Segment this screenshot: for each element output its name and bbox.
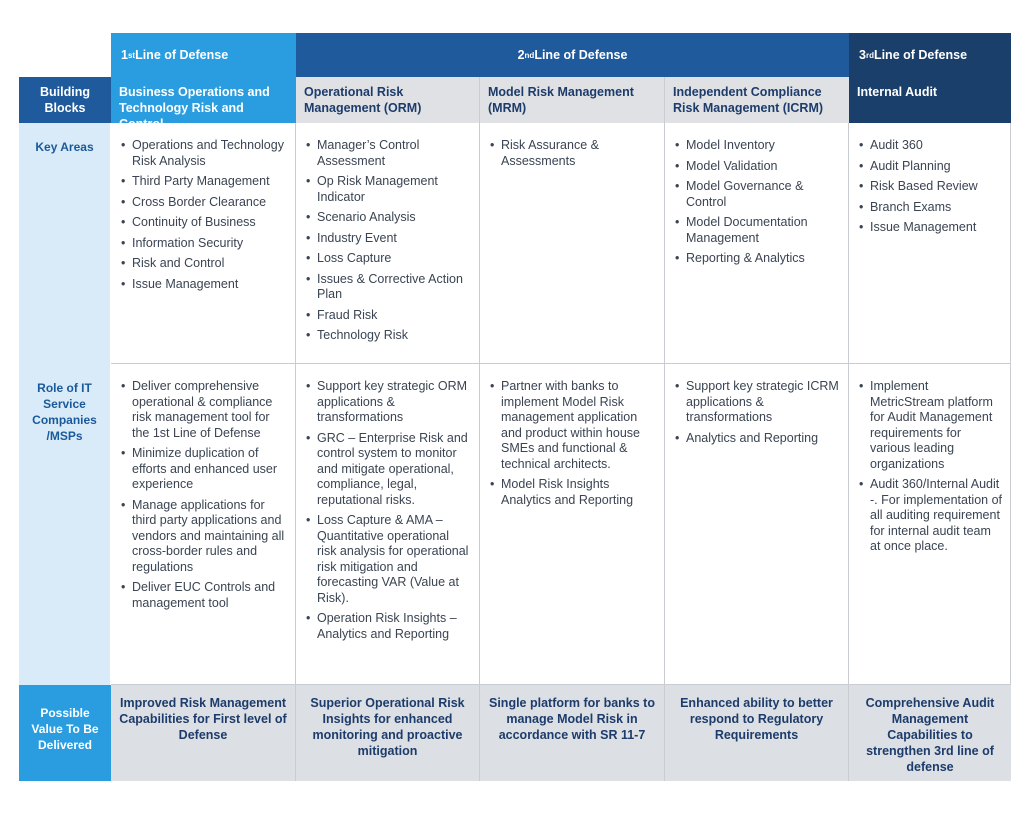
second-line-header: 2 nd Line of Defense (296, 33, 849, 77)
list-item: • Partner with banks to implement Model Risk management application and product within house SMEs and functional & technical architects. (490, 379, 656, 472)
list-item: • Model Inventory (675, 138, 840, 154)
list-item: • Loss Capture (306, 251, 471, 267)
column-header-internal-audit: Internal Audit (849, 77, 1011, 123)
list-item: • Risk and Control (121, 256, 287, 272)
list-item: • Issue Management (859, 220, 1002, 236)
value-icrm: Enhanced ability to better respond to Regulatory Requirements (665, 685, 849, 781)
list-item: • Information Security (121, 236, 287, 252)
list-item: • Third Party Management (121, 174, 287, 190)
list-item: • Scenario Analysis (306, 210, 471, 226)
list-item: • Audit 360 (859, 138, 1002, 154)
list-item: • Op Risk Management Indicator (306, 174, 471, 205)
list-item: • Manage applications for third party applications and vendors and maintaining all cross-border rules and regulations (121, 498, 287, 576)
value-mrm: Single platform for banks to manage Model Risk in accordance with SR 11-7 (480, 685, 665, 781)
list-item: • Reporting & Analytics (675, 251, 840, 267)
list-item: • Risk Assurance & Assessments (490, 138, 656, 169)
column-header-icrm: Independent Compliance Risk Management (ICRM) (665, 77, 849, 123)
list-item: • Model Governance & Control (675, 179, 840, 210)
list-item: • Deliver EUC Controls and management tool (121, 580, 287, 611)
list-item: • Deliver comprehensive operational & compliance risk management tool for the 1st Line of Defense (121, 379, 287, 441)
list-item: • Model Documentation Management (675, 215, 840, 246)
value-business-ops: Improved Risk Management Capabilities for First level of Defense (111, 685, 296, 781)
list-item: • Fraud Risk (306, 308, 471, 324)
role-orm (296, 364, 480, 685)
first-line-header: 1 st Line of Defense (111, 33, 296, 77)
column-header-business-ops: Business Operations and Technology Risk and (111, 77, 296, 123)
list-item: • Operation Risk Insights – Analytics and Reporting (306, 611, 471, 642)
list-item: • Manager’s Control Assessment (306, 138, 471, 169)
list-item: • Risk Based Review (859, 179, 1002, 195)
role-business-ops (111, 364, 296, 685)
list-item: • Model Validation (675, 159, 840, 175)
list-item: • Minimize duplication of efforts and enhanced user experience (121, 446, 287, 493)
key-areas-business-ops (111, 123, 296, 364)
list-item: • Support key strategic ICRM applications & transformations (675, 379, 840, 426)
list-item: • Loss Capture & AMA – Quantitative operational risk analysis for operational risk mitigation and forecasting VAR (Value at Risk). (306, 513, 471, 606)
list-item: • Cross Border Clearance (121, 195, 287, 211)
list-item: • Implement MetricStream platform for Audit Management requirements for various leading organizations (859, 379, 1002, 472)
key-areas-mrm (480, 123, 665, 364)
third-line-header: 3 rd Line of Defense (849, 33, 1011, 77)
building-blocks-label: Building Blocks (19, 77, 111, 123)
column-header-orm: Operational Risk Management (ORM) (296, 77, 480, 123)
list-item: • GRC – Enterprise Risk and control system to monitor and mitigate operational, compliance, legal, reputational risks. (306, 431, 471, 509)
key-areas-internal-audit (849, 123, 1011, 364)
list-item: • Technology Risk (306, 328, 471, 344)
list-item: • Operations and Technology Risk Analysis (121, 138, 287, 169)
value-internal-audit: Comprehensive Audit Management Capabilities to strengthen 3rd line of defense (849, 685, 1011, 781)
list-item: • Analytics and Reporting (675, 431, 840, 447)
list-item: • Continuity of Business (121, 215, 287, 231)
column-header-mrm: Model Risk Management (MRM) (480, 77, 665, 123)
role-icrm (665, 364, 849, 685)
row-label-role: Role of IT Service Companies /MSPs (19, 364, 111, 685)
list-item: • Branch Exams (859, 200, 1002, 216)
value-orm: Superior Operational Risk Insights for enhanced monitoring and proactive mitigation (296, 685, 480, 781)
list-item: • Support key strategic ORM applications & transformations (306, 379, 471, 426)
list-item: • Audit 360/Internal Audit -. For implementation of all auditing requirement for internal audit team at once place. (859, 477, 1002, 555)
row-label-key-areas: Key Areas (19, 123, 111, 364)
key-areas-orm (296, 123, 480, 364)
role-internal-audit (849, 364, 1011, 685)
list-item: • Audit Planning (859, 159, 1002, 175)
list-item: • Issues & Corrective Action Plan (306, 272, 471, 303)
key-areas-icrm (665, 123, 849, 364)
list-item: • Issue Management (121, 277, 287, 293)
role-mrm (480, 364, 665, 685)
list-item: • Model Risk Insights Analytics and Reporting (490, 477, 656, 508)
list-item: • Industry Event (306, 231, 471, 247)
row-label-value: Possible Value To Be Delivered (19, 685, 111, 781)
